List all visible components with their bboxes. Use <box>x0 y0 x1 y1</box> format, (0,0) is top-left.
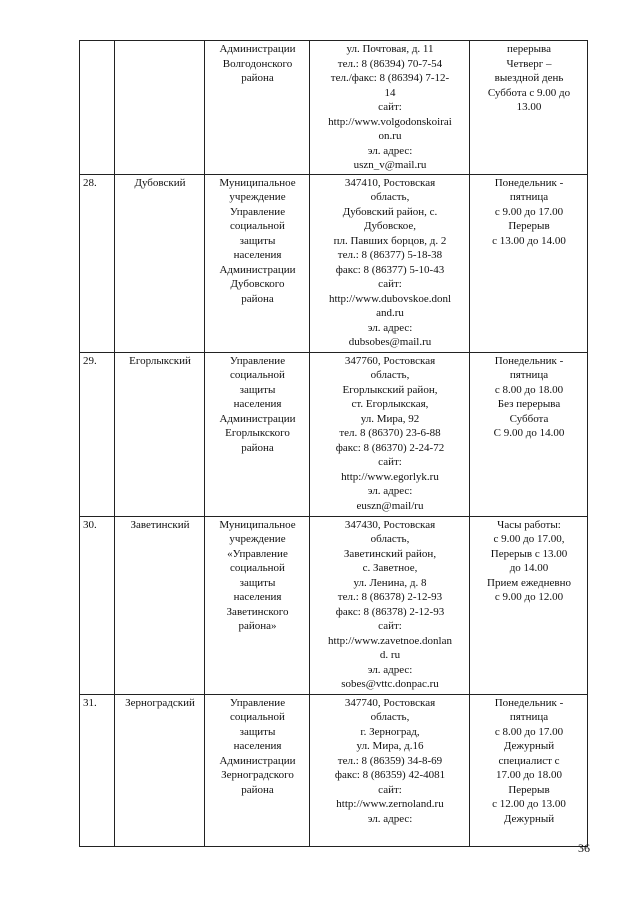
hours-cell <box>470 516 588 694</box>
hours-line: выездной день <box>494 72 564 84</box>
organization-line: социальной <box>230 369 285 381</box>
page-number: 36 <box>578 841 590 855</box>
address-line: тел.: 8 (86377) 5-18-38 <box>337 249 443 261</box>
hours-line: с 12.00 до 13.00 <box>492 798 566 810</box>
address-line: факс: 8 (86370) 2-24-72 <box>335 441 445 454</box>
address-line: тел./факс: 8 (86394) 7-12- <box>330 72 450 84</box>
address-line: ст. Егорлыкская, <box>351 398 429 410</box>
address-line: ул. Мира, 92 <box>360 412 420 425</box>
address-line: http://www.egorlyk.ru <box>341 470 439 483</box>
row-number-cell: 31. <box>80 694 115 846</box>
hours-cell <box>470 352 588 516</box>
organization-cell <box>205 174 310 352</box>
address-cell <box>310 694 470 846</box>
organization-line: населения <box>233 249 282 261</box>
organization-line: населения <box>233 398 282 410</box>
address-line: and.ru <box>376 307 404 319</box>
organization-line: района <box>241 441 274 454</box>
address-line: сайт: <box>378 101 402 113</box>
address-line: Дубовское, <box>363 220 417 232</box>
organization-cell <box>205 41 310 175</box>
organization-line: Управление <box>229 696 286 709</box>
organization-line: социальной <box>230 220 285 232</box>
address-line: эл. адрес: <box>367 663 413 676</box>
address-line: г. Зерноград, <box>360 725 420 738</box>
address-line: эл. адрес: <box>367 812 413 825</box>
organization-line: Заветинского <box>226 605 289 618</box>
hours-line: Четверг – <box>506 57 552 70</box>
address-line: ул. Мира, д.16 <box>356 740 424 752</box>
organization-line: «Управление <box>227 547 288 560</box>
organization-line: Управление <box>229 354 286 367</box>
organization-line: Администрации <box>219 43 296 55</box>
organization-line: Муниципальное <box>219 176 296 189</box>
organization-line: учреждение <box>229 533 286 545</box>
address-line: uszn_v@mail.ru <box>353 159 427 171</box>
hours-line: Без перерыва <box>497 398 561 410</box>
address-line: эл. адрес: <box>367 144 413 157</box>
organization-line: Администрации <box>219 263 296 276</box>
address-line: ул. Почтовая, д. 11 <box>346 43 434 55</box>
agencies-table <box>79 40 588 847</box>
hours-line: Суббота с 9.00 до <box>487 86 571 99</box>
address-line: область, <box>370 191 410 203</box>
address-line: сайт: <box>378 278 402 290</box>
address-line: http://www.zavetnoe.donlan <box>328 634 452 647</box>
organization-cell <box>205 694 310 846</box>
address-line: 347740, Ростовская <box>344 696 436 709</box>
hours-line: Часы работы: <box>497 518 561 531</box>
organization-cell <box>205 352 310 516</box>
address-line: euszn@mail/ru <box>356 499 424 512</box>
organization-line: социальной <box>230 711 285 723</box>
hours-line: Понедельник - <box>494 354 564 367</box>
address-line: on.ru <box>378 130 402 142</box>
address-line: факс: 8 (86377) 5-10-43 <box>335 263 445 276</box>
hours-line: с 9.00 до 17.00, <box>493 533 565 545</box>
district-cell: Дубовский <box>115 174 205 352</box>
organization-line: Дубовского <box>230 278 285 290</box>
hours-line: Дежурный <box>503 812 555 825</box>
hours-line: специалист с <box>498 754 560 767</box>
hours-line: с 9.00 до 12.00 <box>494 591 564 603</box>
address-line: область, <box>370 533 410 545</box>
organization-line: населения <box>233 740 282 752</box>
hours-line: Понедельник - <box>494 176 564 189</box>
organization-line: района» <box>238 620 277 632</box>
address-line: 14 <box>384 86 396 99</box>
address-line: факс: 8 (86359) 42-4081 <box>334 769 446 781</box>
address-line: тел.: 8 (86378) 2-12-93 <box>337 591 443 603</box>
organization-line: Администрации <box>219 754 296 767</box>
address-line: сайт: <box>378 783 402 796</box>
address-line: пл. Павших борцов, д. 2 <box>333 234 447 247</box>
organization-line: защиты <box>239 383 276 396</box>
organization-line: Зерноградского <box>221 769 294 781</box>
address-line: эл. адрес: <box>367 321 413 334</box>
table-body <box>80 41 588 847</box>
organization-line: Администрации <box>219 412 296 425</box>
address-line: сайт: <box>378 620 402 632</box>
hours-line: пятница <box>509 711 549 723</box>
hours-line: 13.00 <box>516 101 542 113</box>
address-line: факс: 8 (86378) 2-12-93 <box>335 605 445 618</box>
address-line: с. Заветное, <box>362 562 418 574</box>
table-row <box>80 352 588 516</box>
address-cell <box>310 174 470 352</box>
address-line: Дубовский район, с. <box>342 205 438 218</box>
organization-line: защиты <box>239 725 276 738</box>
organization-line: социальной <box>230 562 285 574</box>
address-line: эл. адрес: <box>367 485 413 497</box>
hours-line: 17.00 до 18.00 <box>495 769 563 781</box>
table-row <box>80 174 588 352</box>
table-row <box>80 516 588 694</box>
address-line: 347410, Ростовская <box>344 176 436 189</box>
hours-line: до 14.00 <box>509 562 549 574</box>
district-cell: Заветинский <box>115 516 205 694</box>
organization-line: учреждение <box>229 191 286 203</box>
row-number-cell <box>80 41 115 175</box>
address-line: область, <box>370 711 410 723</box>
address-line: ул. Ленина, д. 8 <box>353 576 427 589</box>
address-line: область, <box>370 369 410 381</box>
organization-line: Муниципальное <box>219 518 296 531</box>
hours-line: с 9.00 до 17.00 <box>494 205 564 218</box>
address-line: http://www.dubovskoe.donl <box>328 292 452 305</box>
address-cell <box>310 516 470 694</box>
organization-line: района <box>241 72 274 84</box>
hours-line: Перерыв с 13.00 <box>490 547 568 560</box>
hours-line: пятница <box>509 369 549 381</box>
address-cell <box>310 41 470 175</box>
address-line: d. ru <box>379 649 401 661</box>
organization-line: Егорлыкского <box>225 427 290 439</box>
hours-cell <box>470 694 588 846</box>
hours-cell <box>470 41 588 175</box>
organization-line: района <box>241 783 274 796</box>
hours-line: Перерыв <box>508 783 550 796</box>
address-line: сайт: <box>378 456 402 468</box>
address-line: тел.: 8 (86394) 70-7-54 <box>337 57 443 70</box>
hours-line: пятница <box>509 191 549 203</box>
address-line: dubsobes@mail.ru <box>348 336 432 348</box>
hours-cell <box>470 174 588 352</box>
row-number-cell: 28. <box>80 174 115 352</box>
address-cell <box>310 352 470 516</box>
organization-cell <box>205 516 310 694</box>
address-line: Заветинский район, <box>343 547 437 560</box>
address-line: http://www.zernoland.ru <box>336 798 444 810</box>
district-cell <box>115 41 205 175</box>
hours-line: Понедельник - <box>494 696 564 709</box>
district-cell: Зерноградский <box>115 694 205 846</box>
address-line: тел. 8 (86370) 23-6-88 <box>339 427 441 439</box>
table-row <box>80 41 588 175</box>
organization-line: района <box>241 292 274 305</box>
table-row <box>80 694 588 846</box>
hours-line: Дежурный <box>503 740 555 752</box>
address-line: sobes@vttc.donpac.ru <box>341 678 439 690</box>
address-line: 347760, Ростовская <box>344 354 436 367</box>
organization-line: населения <box>233 591 282 603</box>
district-cell: Егорлыкский <box>115 352 205 516</box>
row-number-cell: 30. <box>80 516 115 694</box>
hours-line: перерыва <box>507 43 551 55</box>
hours-line: С 9.00 до 14.00 <box>493 427 565 439</box>
hours-line: Суббота <box>509 412 549 425</box>
hours-line: Прием ежедневно <box>487 576 571 589</box>
address-line: Егорлыкский район, <box>342 383 438 396</box>
address-line: 347430, Ростовская <box>344 518 436 531</box>
organization-line: защиты <box>239 234 276 247</box>
hours-line: с 13.00 до 14.00 <box>492 234 566 247</box>
row-number-cell: 29. <box>80 352 115 516</box>
hours-line: с 8.00 до 17.00 <box>494 725 564 738</box>
hours-line: Перерыв <box>508 220 550 232</box>
organization-line: Волгодонского <box>222 57 293 70</box>
organization-line: защиты <box>239 576 276 589</box>
organization-line: Управление <box>229 205 286 218</box>
address-line: тел.: 8 (86359) 34-8-69 <box>337 754 443 767</box>
address-line: http://www.volgodonskoirai <box>328 115 452 128</box>
hours-line: с 8.00 до 18.00 <box>494 383 564 396</box>
